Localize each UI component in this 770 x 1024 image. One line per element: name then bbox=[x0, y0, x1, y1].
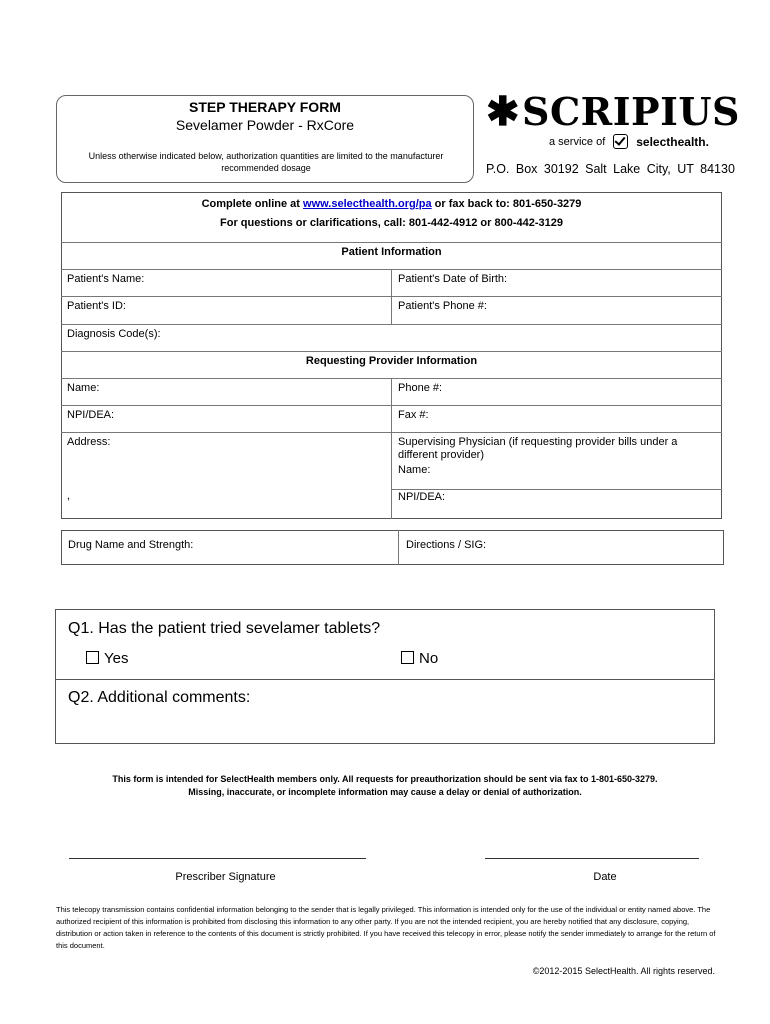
address-comma: , bbox=[67, 490, 71, 502]
contact-line-1: Complete online at www.selecthealth.org/pa or fax back to: 801-650-3279 bbox=[201, 198, 582, 210]
yes-checkbox[interactable] bbox=[86, 651, 99, 664]
question-2: Q2. Additional comments: bbox=[68, 689, 251, 706]
divider bbox=[61, 242, 722, 243]
drug-name-field[interactable]: Drug Name and Strength: bbox=[68, 539, 194, 551]
prescriber-signature-line[interactable] bbox=[69, 858, 366, 859]
supervising-physician-label: Supervising Physician (if requesting provider bills under a different provider) bbox=[398, 436, 678, 461]
copyright: ©2012-2015 SelectHealth. All rights reserved. bbox=[532, 966, 715, 976]
no-checkbox[interactable] bbox=[401, 651, 414, 664]
notice-line-2: Missing, inaccurate, or incomplete information may cause a delay or denial of authorization. bbox=[188, 787, 582, 797]
service-of-label: a service of bbox=[549, 135, 606, 148]
no-label: No bbox=[419, 650, 439, 667]
divider bbox=[391, 269, 392, 324]
diagnosis-code-field[interactable]: Diagnosis Code(s): bbox=[67, 328, 161, 340]
confidentiality-disclaimer: This telecopy transmission contains confidential information belonging to the sender that is legally privileged. This information is intended only for the use of the individual or entity named above. The authorized recipient of this information is prohibited from disclosing this information to any other party. If you are not the intended recipient, you are hereby notified that any disclosure, copying, distribution or action taken in reference to the contents of this document is strictly prohibited. If you have received this telecopy in error, please notify the sender immediately to arrange for the return of this document. bbox=[56, 905, 716, 950]
divider bbox=[61, 351, 722, 352]
mailing-address: P.O. Box 30192 Salt Lake City, UT 84130 bbox=[486, 162, 735, 176]
dosage-note: Unless otherwise indicated below, authorization quantities are limited to the manufacturer recommended dosage bbox=[88, 151, 444, 173]
divider bbox=[61, 324, 722, 325]
form-title: STEP THERAPY FORM bbox=[189, 99, 341, 115]
divider bbox=[55, 679, 715, 680]
patient-dob-field[interactable]: Patient's Date of Birth: bbox=[398, 273, 508, 285]
patient-id-field[interactable]: Patient's ID: bbox=[67, 300, 126, 312]
additional-comments-field[interactable] bbox=[68, 712, 708, 740]
patient-section-heading: Patient Information bbox=[341, 246, 442, 258]
date-label: Date bbox=[593, 871, 617, 883]
directions-field[interactable]: Directions / SIG: bbox=[406, 539, 487, 551]
provider-phone-field[interactable]: Phone #: bbox=[398, 382, 443, 394]
provider-fax-field[interactable]: Fax #: bbox=[398, 409, 429, 421]
service-of-line bbox=[549, 134, 709, 149]
patient-name-field[interactable]: Patient's Name: bbox=[67, 273, 145, 285]
selecthealth-brand: selecthealth. bbox=[636, 134, 709, 149]
question-1: Q1. Has the patient tried sevelamer tablets? bbox=[68, 620, 381, 637]
supervising-npi-field[interactable]: NPI/DEA: bbox=[398, 491, 446, 503]
prescriber-signature-label: Prescriber Signature bbox=[175, 871, 276, 883]
provider-address-field[interactable]: Address: bbox=[67, 436, 111, 448]
divider bbox=[391, 378, 392, 519]
form-subtitle: Sevelamer Powder - RxCore bbox=[175, 117, 355, 133]
divider bbox=[391, 489, 722, 490]
q1-no-option[interactable] bbox=[401, 650, 438, 667]
contact-line-2: For questions or clarifications, call: 801-442-4912 or 800-442-3129 bbox=[220, 217, 563, 229]
scripius-logo: SCRIPIUS bbox=[522, 89, 740, 134]
patient-phone-field[interactable]: Patient's Phone #: bbox=[398, 300, 487, 312]
yes-label: Yes bbox=[104, 650, 129, 667]
notice-line-1: This form is intended for SelectHealth members only. All requests for preauthorization should be sent via fax to 1-801-650-3279. bbox=[112, 774, 658, 784]
selecthealth-check-icon bbox=[613, 134, 628, 149]
q1-yes-option[interactable] bbox=[86, 650, 128, 667]
asterisk-logo-icon: ✱ bbox=[486, 90, 520, 134]
selecthealth-pa-link[interactable]: www.selecthealth.org/pa bbox=[303, 198, 432, 210]
date-signature-line[interactable] bbox=[485, 858, 699, 859]
supervising-name-field[interactable]: Name: bbox=[398, 464, 431, 476]
divider bbox=[398, 530, 399, 565]
provider-name-field[interactable]: Name: bbox=[67, 382, 100, 394]
provider-section-heading: Requesting Provider Information bbox=[305, 355, 478, 367]
provider-npi-field[interactable]: NPI/DEA: bbox=[67, 409, 115, 421]
